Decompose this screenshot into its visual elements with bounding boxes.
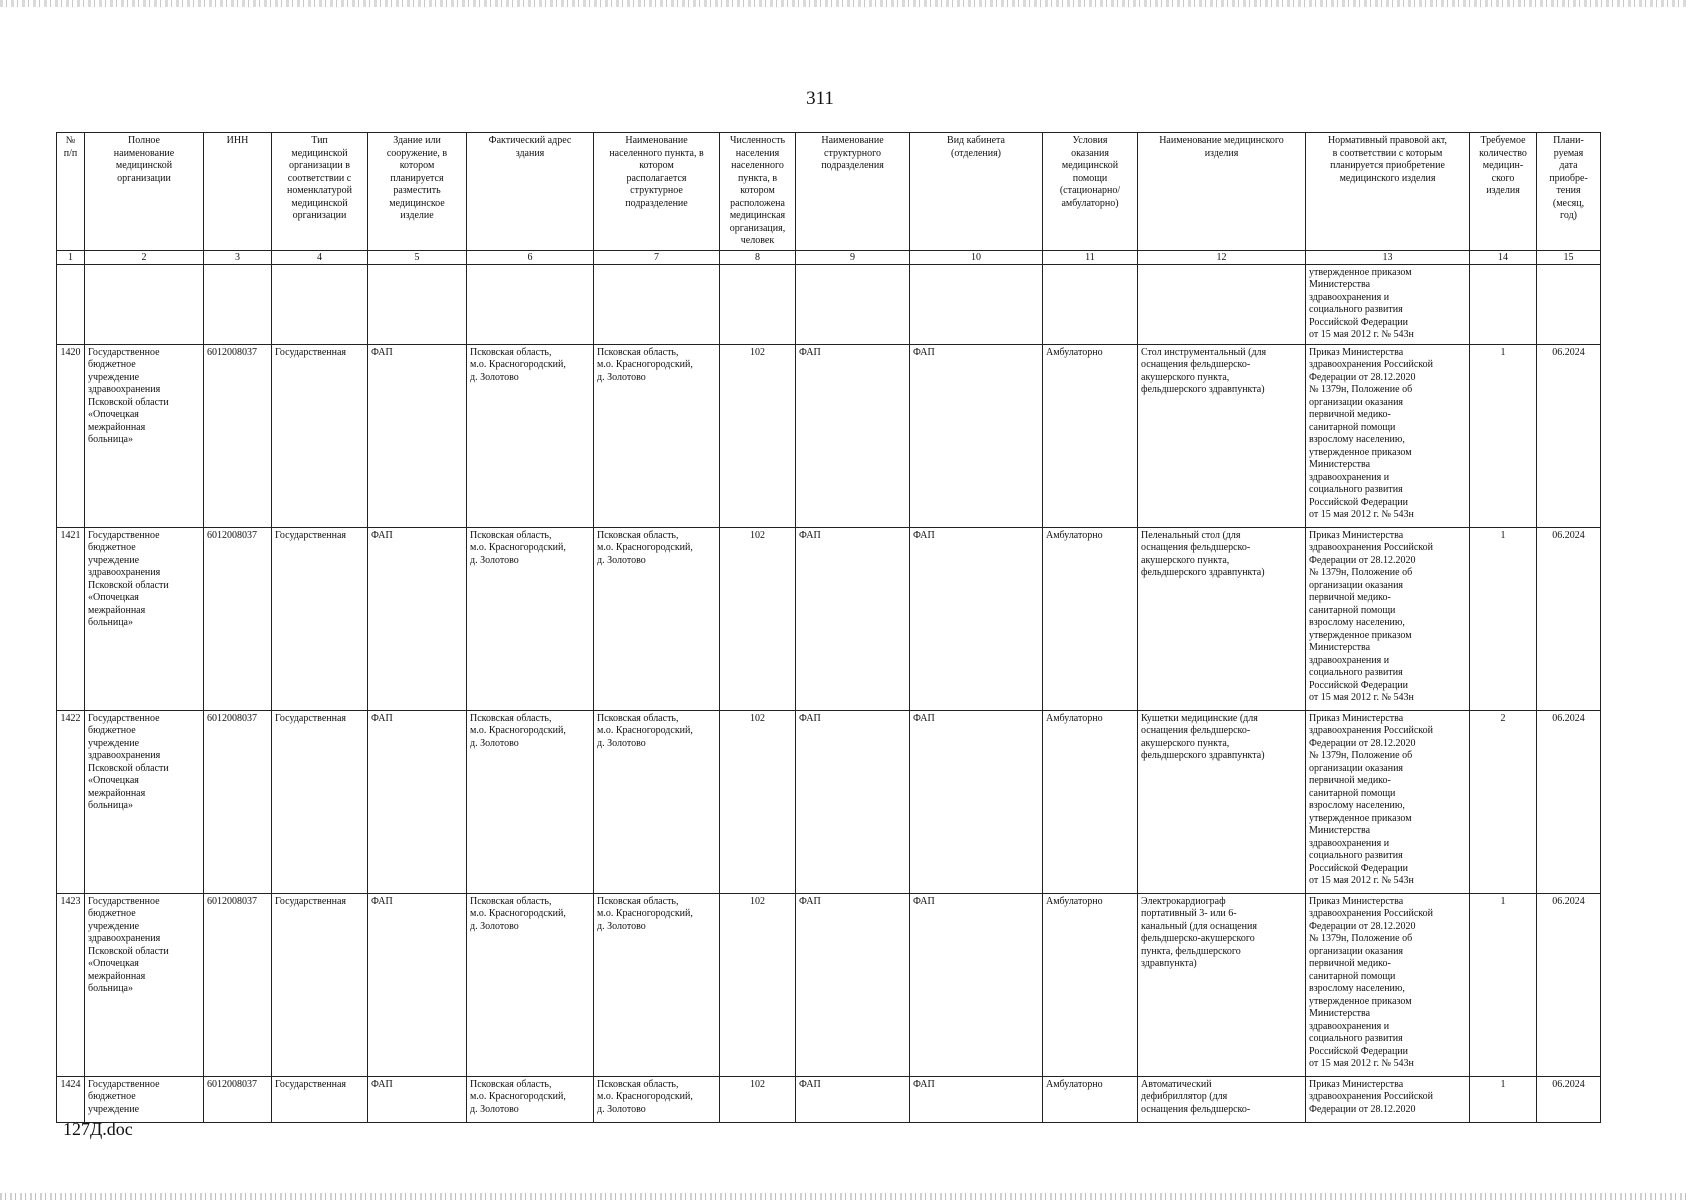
- org-type-cell: Государственная: [272, 527, 368, 710]
- cabinet-cell: ФАП: [910, 1076, 1043, 1122]
- quantity-cell: 1: [1470, 344, 1537, 527]
- column-number: 1: [57, 250, 85, 264]
- column-number: 13: [1306, 250, 1470, 264]
- table-row: [57, 710, 1601, 893]
- row-number: 1424: [57, 1076, 85, 1122]
- table-cell: [204, 264, 272, 344]
- conditions-cell: Амбулаторно: [1043, 1076, 1138, 1122]
- row-number: 1422: [57, 710, 85, 893]
- inn-cell: 6012008037: [204, 344, 272, 527]
- cabinet-cell: ФАП: [910, 527, 1043, 710]
- inn-cell: 6012008037: [204, 710, 272, 893]
- table-cell: [368, 264, 467, 344]
- quantity-cell: 2: [1470, 710, 1537, 893]
- header-cell: Численность населения населенного пункта, в котором расположена медицинская организация, человек: [720, 133, 796, 251]
- column-number: 11: [1043, 250, 1138, 264]
- cabinet-cell: ФАП: [910, 893, 1043, 1076]
- row-number: 1423: [57, 893, 85, 1076]
- header-cell: Условия оказания медицинской помощи (стационарно/ амбулаторно): [1043, 133, 1138, 251]
- cabinet-cell: ФАП: [910, 710, 1043, 893]
- address-cell: Псковская область, м.о. Красногородский, д. Золотово: [467, 710, 594, 893]
- column-number: 12: [1138, 250, 1306, 264]
- column-number: 4: [272, 250, 368, 264]
- footer-filename: 127Д.doc: [63, 1119, 133, 1139]
- quantity-cell: 1: [1470, 893, 1537, 1076]
- building-cell: ФАП: [368, 527, 467, 710]
- subdivision-cell: ФАП: [796, 1076, 910, 1122]
- table-row: [57, 893, 1601, 1076]
- header-cell: Нормативный правовой акт, в соответствии с которым планируется приобретение медицинского изделия: [1306, 133, 1470, 251]
- equipment-table: [56, 132, 1601, 1123]
- conditions-cell: Амбулаторно: [1043, 344, 1138, 527]
- inn-cell: 6012008037: [204, 1076, 272, 1122]
- org-name-cell: Государственное бюджетное учреждение здравоохранения Псковской области «Опочецкая межрайонная больница»: [85, 893, 204, 1076]
- device-cell: Стол инструментальный (для оснащения фельдшерско- акушерского пункта, фельдшерского здравпункта): [1138, 344, 1306, 527]
- quantity-cell: 1: [1470, 1076, 1537, 1122]
- scan-edge-bottom: [0, 1193, 1686, 1200]
- org-type-cell: Государственная: [272, 344, 368, 527]
- population-cell: 102: [720, 527, 796, 710]
- org-name-cell: Государственное бюджетное учреждение здравоохранения Псковской области «Опочецкая межрайонная больница»: [85, 527, 204, 710]
- conditions-cell: Амбулаторно: [1043, 893, 1138, 1076]
- continuation-row: [57, 264, 1601, 344]
- subdivision-cell: ФАП: [796, 710, 910, 893]
- org-type-cell: Государственная: [272, 1076, 368, 1122]
- header-cell: Наименование населенного пункта, в котором располагается структурное подразделение: [594, 133, 720, 251]
- row-number: 1421: [57, 527, 85, 710]
- header-cell: Здание или сооружение, в котором планируется разместить медицинское изделие: [368, 133, 467, 251]
- population-cell: 102: [720, 710, 796, 893]
- device-cell: Электрокардиограф портативный 3- или 6- канальный (для оснащения фельдшерско-акушерского пункта, фельдшерского здравпункта): [1138, 893, 1306, 1076]
- conditions-cell: Амбулаторно: [1043, 710, 1138, 893]
- locality-cell: Псковская область, м.о. Красногородский, д. Золотово: [594, 1076, 720, 1122]
- header-cell: Плани- руемая дата приобре- тения (месяц, год): [1537, 133, 1601, 251]
- column-number-row: [57, 250, 1601, 264]
- address-cell: Псковская область, м.о. Красногородский, д. Золотово: [467, 893, 594, 1076]
- scan-edge-top: [0, 0, 1686, 7]
- header-cell: Наименование медицинского изделия: [1138, 133, 1306, 251]
- column-number: 3: [204, 250, 272, 264]
- table-row: [57, 527, 1601, 710]
- column-number: 9: [796, 250, 910, 264]
- header-cell: ИНН: [204, 133, 272, 251]
- locality-cell: Псковская область, м.о. Красногородский, д. Золотово: [594, 710, 720, 893]
- date-cell: 06.2024: [1537, 527, 1601, 710]
- row-number: 1420: [57, 344, 85, 527]
- header-row: [57, 133, 1601, 251]
- header-cell: Требуемое количество медицин- ского изделия: [1470, 133, 1537, 251]
- address-cell: Псковская область, м.о. Красногородский, д. Золотово: [467, 527, 594, 710]
- table-cell: [1043, 264, 1138, 344]
- header-cell: Вид кабинета (отделения): [910, 133, 1043, 251]
- column-number: 5: [368, 250, 467, 264]
- population-cell: 102: [720, 344, 796, 527]
- header-cell: Наименование структурного подразделения: [796, 133, 910, 251]
- table-cell: [910, 264, 1043, 344]
- continuation-act-cell: утвержденное приказом Министерства здравоохранения и социального развития Российской Федерации от 15 мая 2012 г. № 543н: [1306, 264, 1470, 344]
- building-cell: ФАП: [368, 344, 467, 527]
- column-number: 6: [467, 250, 594, 264]
- table-row: [57, 344, 1601, 527]
- header-cell: Полное наименование медицинской организации: [85, 133, 204, 251]
- table-cell: [1470, 264, 1537, 344]
- org-name-cell: Государственное бюджетное учреждение здравоохранения Псковской области «Опочецкая межрайонная больница»: [85, 344, 204, 527]
- column-number: 2: [85, 250, 204, 264]
- page-number: 311: [806, 88, 834, 109]
- subdivision-cell: ФАП: [796, 527, 910, 710]
- address-cell: Псковская область, м.о. Красногородский, д. Золотово: [467, 344, 594, 527]
- table-cell: [1138, 264, 1306, 344]
- population-cell: 102: [720, 1076, 796, 1122]
- act-cell: Приказ Министерства здравоохранения Российской Федерации от 28.12.2020 № 1379н, Положение об организации оказания первичной медико- санитарной помощи взрослому населению, утвержденное приказом Министерства здравоохранения и социального развития Российской Федерации от 15 мая 2012 г. № 543н: [1306, 527, 1470, 710]
- column-number: 8: [720, 250, 796, 264]
- date-cell: 06.2024: [1537, 1076, 1601, 1122]
- device-cell: Пеленальный стол (для оснащения фельдшерско- акушерского пункта, фельдшерского здравпункта): [1138, 527, 1306, 710]
- inn-cell: 6012008037: [204, 893, 272, 1076]
- population-cell: 102: [720, 893, 796, 1076]
- cabinet-cell: ФАП: [910, 344, 1043, 527]
- org-type-cell: Государственная: [272, 710, 368, 893]
- table-cell: [594, 264, 720, 344]
- subdivision-cell: ФАП: [796, 344, 910, 527]
- table-cell: [1537, 264, 1601, 344]
- address-cell: Псковская область, м.о. Красногородский, д. Золотово: [467, 1076, 594, 1122]
- table-cell: [720, 264, 796, 344]
- table-row: [57, 1076, 1601, 1122]
- building-cell: ФАП: [368, 1076, 467, 1122]
- table-cell: [85, 264, 204, 344]
- header-cell: № п/п: [57, 133, 85, 251]
- locality-cell: Псковская область, м.о. Красногородский, д. Золотово: [594, 344, 720, 527]
- building-cell: ФАП: [368, 710, 467, 893]
- date-cell: 06.2024: [1537, 710, 1601, 893]
- org-name-cell: Государственное бюджетное учреждение: [85, 1076, 204, 1122]
- column-number: 10: [910, 250, 1043, 264]
- date-cell: 06.2024: [1537, 893, 1601, 1076]
- building-cell: ФАП: [368, 893, 467, 1076]
- table-cell: [272, 264, 368, 344]
- column-number: 15: [1537, 250, 1601, 264]
- org-name-cell: Государственное бюджетное учреждение здравоохранения Псковской области «Опочецкая межрайонная больница»: [85, 710, 204, 893]
- act-cell: Приказ Министерства здравоохранения Российской Федерации от 28.12.2020: [1306, 1076, 1470, 1122]
- device-cell: Автоматический дефибриллятор (для оснащения фельдшерско-: [1138, 1076, 1306, 1122]
- column-number: 7: [594, 250, 720, 264]
- header-cell: Фактический адрес здания: [467, 133, 594, 251]
- act-cell: Приказ Министерства здравоохранения Российской Федерации от 28.12.2020 № 1379н, Положение об организации оказания первичной медико- санитарной помощи взрослому населению, утвержденное приказом Министерства здравоохранения и социального развития Российской Федерации от 15 мая 2012 г. № 543н: [1306, 893, 1470, 1076]
- table-cell: [796, 264, 910, 344]
- date-cell: 06.2024: [1537, 344, 1601, 527]
- org-type-cell: Государственная: [272, 893, 368, 1076]
- locality-cell: Псковская область, м.о. Красногородский, д. Золотово: [594, 527, 720, 710]
- device-cell: Кушетки медицинские (для оснащения фельдшерско- акушерского пункта, фельдшерского здравпункта): [1138, 710, 1306, 893]
- quantity-cell: 1: [1470, 527, 1537, 710]
- header-cell: Тип медицинской организации в соответствии с номенклатурой медицинской организации: [272, 133, 368, 251]
- table-cell: [57, 264, 85, 344]
- conditions-cell: Амбулаторно: [1043, 527, 1138, 710]
- act-cell: Приказ Министерства здравоохранения Российской Федерации от 28.12.2020 № 1379н, Положение об организации оказания первичной медико- санитарной помощи взрослому населению, утвержденное приказом Министерства здравоохранения и социального развития Российской Федерации от 15 мая 2012 г. № 543н: [1306, 710, 1470, 893]
- column-number: 14: [1470, 250, 1537, 264]
- subdivision-cell: ФАП: [796, 893, 910, 1076]
- table-cell: [467, 264, 594, 344]
- inn-cell: 6012008037: [204, 527, 272, 710]
- locality-cell: Псковская область, м.о. Красногородский, д. Золотово: [594, 893, 720, 1076]
- act-cell: Приказ Министерства здравоохранения Российской Федерации от 28.12.2020 № 1379н, Положение об организации оказания первичной медико- санитарной помощи взрослому населению, утвержденное приказом Министерства здравоохранения и социального развития Российской Федерации от 15 мая 2012 г. № 543н: [1306, 344, 1470, 527]
